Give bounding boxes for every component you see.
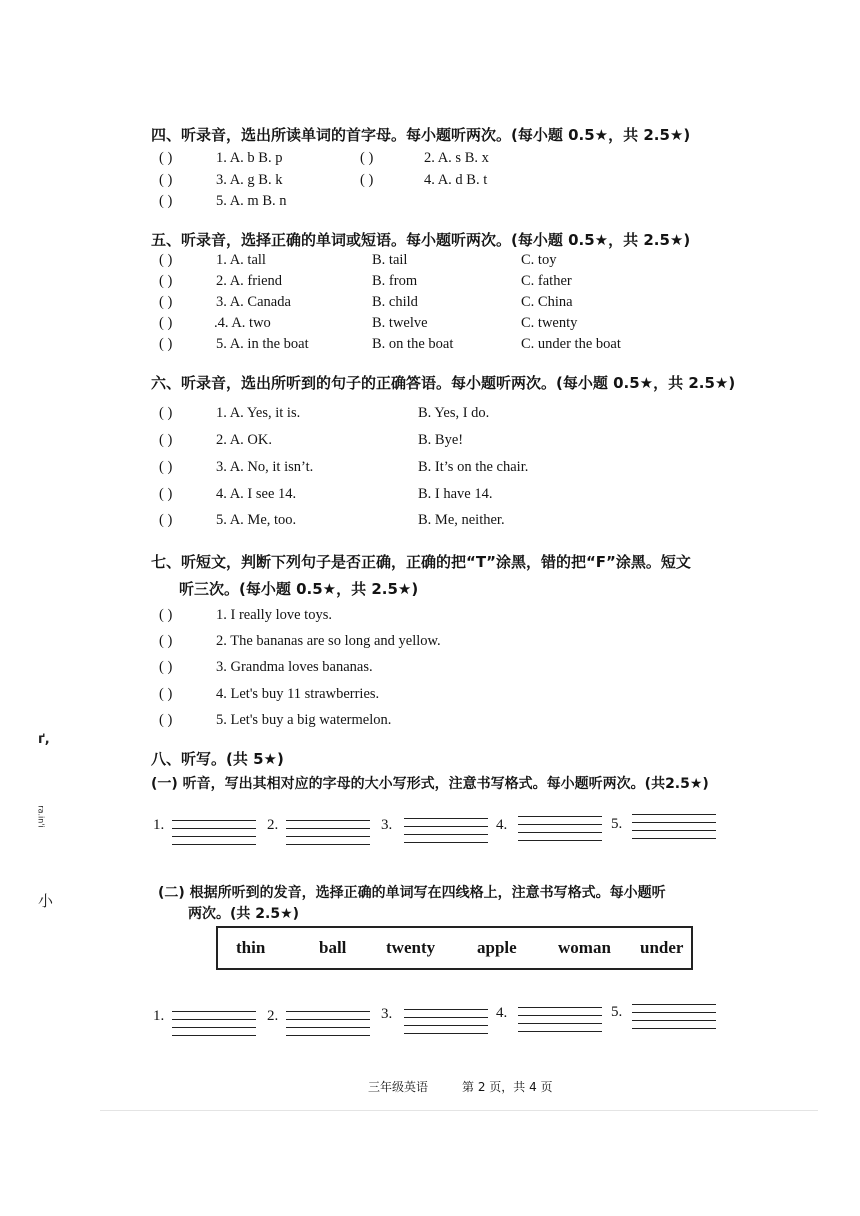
sec5-row-2-a: 2. A. friend [216,273,283,289]
section-7-heading-line2: 听三次。(每小题 0.5★，共 2.5★) [179,580,419,598]
sec4-item-4: 4. A. d B. t [424,172,488,188]
section-8-part1: (一) 听音，写出其相对应的字母的大小写形式，注意书写格式。每小题听两次。(共2.5★) [151,776,709,792]
sec4-item-5-paren[interactable]: ( ) [159,193,173,209]
sec5-row-2-c: C. father [521,273,572,289]
sec5-row-4-c: C. twenty [521,315,578,331]
sec4-item-3: 3. A. g B. k [216,172,283,188]
sec7-row-4-text: 4. Let's buy 11 strawberries. [216,686,380,702]
part2-lines-3[interactable] [404,1009,488,1041]
bottom-divider [100,1110,818,1111]
word-bank-box [216,926,693,970]
sec5-row-5-b: B. on the boat [372,336,454,352]
sec5-row-3-paren[interactable]: ( ) [159,294,173,310]
section-8-part2-line1: (二) 根据所听到的发音，选择正确的单词写在四线格上，注意书写格式。每小题听 [158,885,666,901]
word-thin: thin [236,938,266,957]
part2-num-4: 4. [496,1005,508,1021]
part2-num-1: 1. [153,1008,165,1024]
margin-mark-top: ґ, [38,732,50,747]
part1-lines-1[interactable] [172,820,256,852]
sec6-row-2-b: B. Bye! [418,432,464,448]
footer-subject: 三年级英语 [368,1080,429,1094]
section-6-heading: 六、听录音，选出所听到的句子的正确答语。每小题听两次。(每小题 0.5★，共 2.5★) [151,374,736,392]
part1-num-4: 4. [496,817,508,833]
sec7-row-3-paren[interactable]: ( ) [159,659,173,675]
sec5-row-2-b: B. from [372,273,418,289]
sec7-row-3-text: 3. Grandma loves bananas. [216,659,373,675]
sec5-row-1-paren[interactable]: ( ) [159,252,173,268]
word-ball: ball [319,938,347,957]
part2-lines-4[interactable] [518,1007,602,1039]
sec5-row-3-c: C. China [521,294,573,310]
sec6-row-5-b: B. Me, neither. [418,512,505,528]
part1-lines-3[interactable] [404,818,488,850]
sec6-row-1-paren[interactable]: ( ) [159,405,173,421]
sec5-row-4-paren[interactable]: ( ) [159,315,173,331]
margin-mark-bottom: 小 [38,892,54,910]
sec6-row-1-b: B. Yes, I do. [418,405,490,421]
section-4-heading: 四、听录音，选出所读单词的首字母。每小题听两次。(每小题 0.5★，共 2.5★) [151,126,691,144]
part2-num-2: 2. [267,1008,279,1024]
sec7-row-1-paren[interactable]: ( ) [159,607,173,623]
part2-lines-5[interactable] [632,1004,716,1036]
sec6-row-5-a: 5. A. Me, too. [216,512,297,528]
footer-page-number: 第 2 页，共 4 页 [462,1080,553,1094]
sec5-row-2-paren[interactable]: ( ) [159,273,173,289]
margin-mark-middle: ra.in'i [36,805,46,828]
part1-num-2: 2. [267,817,279,833]
section-7-heading-line1: 七、听短文，判断下列句子是否正确，正确的把“T”涂黑，错的把“F”涂黑。短文 [151,553,691,571]
sec6-row-4-paren[interactable]: ( ) [159,486,173,502]
sec4-item-1-paren[interactable]: ( ) [159,150,173,166]
sec4-item-1: 1. A. b B. p [216,150,283,166]
sec7-row-2-paren[interactable]: ( ) [159,633,173,649]
sec6-row-2-paren[interactable]: ( ) [159,432,173,448]
sec7-row-5-paren[interactable]: ( ) [159,712,173,728]
word-apple: apple [477,938,517,957]
part1-num-3: 3. [381,817,393,833]
sec5-row-1-c: C. toy [521,252,557,268]
part2-lines-2[interactable] [286,1011,370,1043]
sec6-row-4-b: B. I have 14. [418,486,493,502]
part1-lines-2[interactable] [286,820,370,852]
sec4-item-2-paren[interactable]: ( ) [360,150,374,166]
sec4-item-4-paren[interactable]: ( ) [360,172,374,188]
sec7-row-5-text: 5. Let's buy a big watermelon. [216,712,392,728]
part1-lines-5[interactable] [632,814,716,846]
section-8-heading: 八、听写。(共 5★) [151,750,284,768]
sec4-item-5: 5. A. m B. n [216,193,287,209]
sec5-row-3-b: B. child [372,294,418,310]
word-twenty: twenty [386,938,436,957]
part1-num-1: 1. [153,817,165,833]
sec6-row-1-a: 1. A. Yes, it is. [216,405,301,421]
sec4-item-3-paren[interactable]: ( ) [159,172,173,188]
part2-lines-1[interactable] [172,1011,256,1043]
part2-num-3: 3. [381,1006,393,1022]
sec6-row-3-b: B. It’s on the chair. [418,459,529,475]
word-woman: woman [558,938,611,957]
part2-num-5: 5. [611,1004,623,1020]
section-8-part2-line2: 两次。(共 2.5★) [188,906,300,922]
sec5-row-3-a: 3. A. Canada [216,294,291,310]
sec7-row-1-text: 1. I really love toys. [216,607,332,623]
sec7-row-4-paren[interactable]: ( ) [159,686,173,702]
sec6-row-5-paren[interactable]: ( ) [159,512,173,528]
sec6-row-3-a: 3. A. No, it isn’t. [216,459,314,475]
sec6-row-4-a: 4. A. I see 14. [216,486,297,502]
part1-lines-4[interactable] [518,816,602,848]
word-under: under [640,938,684,957]
sec6-row-2-a: 2. A. OK. [216,432,272,448]
sec4-item-2: 2. A. s B. x [424,150,489,166]
sec5-row-1-a: 1. A. tall [216,252,266,268]
sec5-row-4-a: .4. A. two [214,315,271,331]
sec6-row-3-paren[interactable]: ( ) [159,459,173,475]
sec5-row-1-b: B. tail [372,252,408,268]
part1-num-5: 5. [611,816,623,832]
sec5-row-5-c: C. under the boat [521,336,621,352]
sec7-row-2-text: 2. The bananas are so long and yellow. [216,633,441,649]
section-5-heading: 五、听录音，选择正确的单词或短语。每小题听两次。(每小题 0.5★，共 2.5★) [151,231,691,249]
sec5-row-5-a: 5. A. in the boat [216,336,309,352]
sec5-row-5-paren[interactable]: ( ) [159,336,173,352]
sec5-row-4-b: B. twelve [372,315,428,331]
